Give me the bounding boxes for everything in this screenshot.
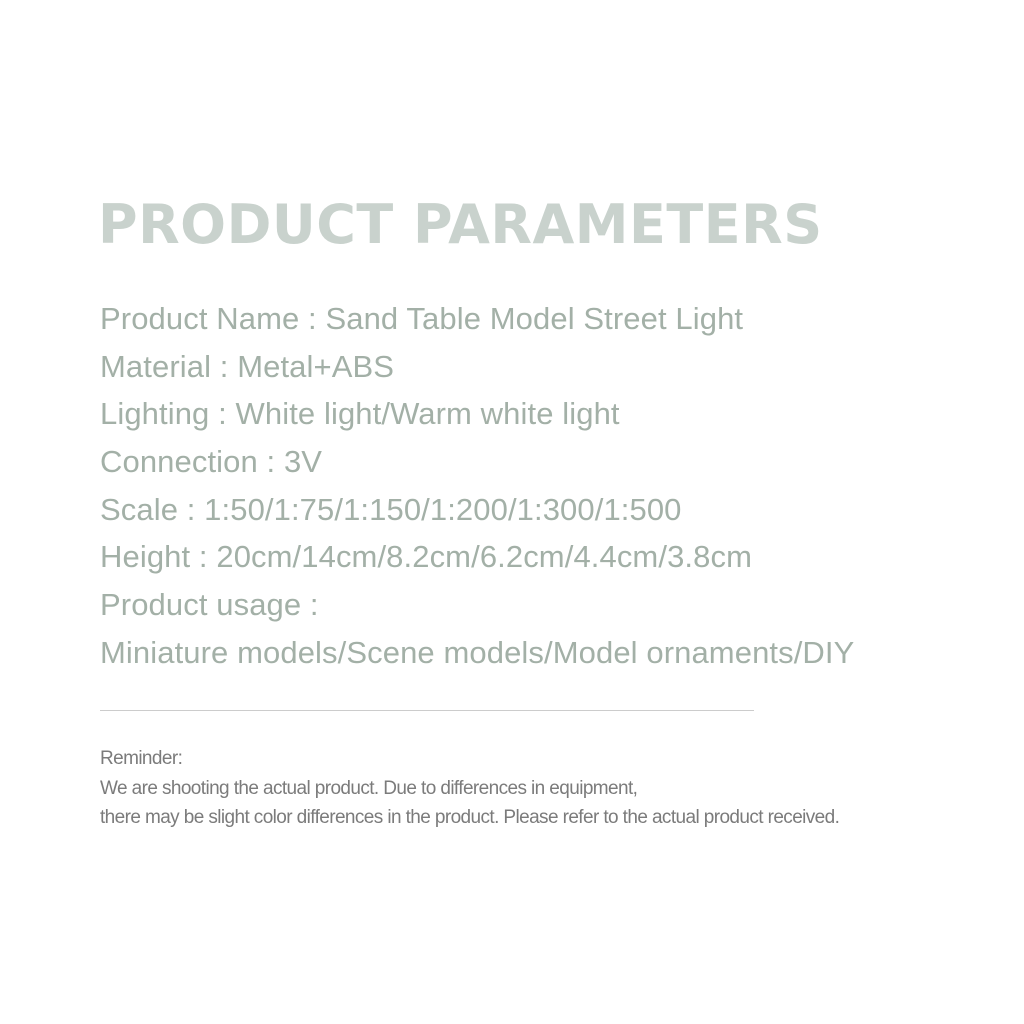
parameter-list xyxy=(100,295,854,677)
param-product-name: Product Name : Sand Table Model Street Light xyxy=(100,301,744,336)
reminder-line: there may be slight color differences in the product. Please refer to the actual product received. xyxy=(100,807,840,828)
param-height: Height : 20cm/14cm/8.2cm/6.2cm/4.4cm/3.8cm xyxy=(100,539,752,575)
reminder-heading: Reminder: xyxy=(100,748,183,769)
reminder-notice xyxy=(100,744,839,833)
param-product-usage-value: Miniature models/Scene models/Model ornaments/DIY xyxy=(100,634,855,670)
reminder-line: We are shooting the actual product. Due to differences in equipment, xyxy=(100,777,638,799)
section-divider xyxy=(100,710,754,711)
page-title: PRODUCT PARAMETERS xyxy=(98,193,823,256)
param-product-usage-label: Product usage : xyxy=(100,587,319,623)
param-lighting: Lighting : White light/Warm white light xyxy=(100,396,620,432)
param-connection: Connection : 3V xyxy=(100,444,323,480)
param-scale: Scale : 1:50/1:75/1:150/1:200/1:300/1:500 xyxy=(100,491,682,527)
param-material: Material : Metal+ABS xyxy=(100,348,395,384)
